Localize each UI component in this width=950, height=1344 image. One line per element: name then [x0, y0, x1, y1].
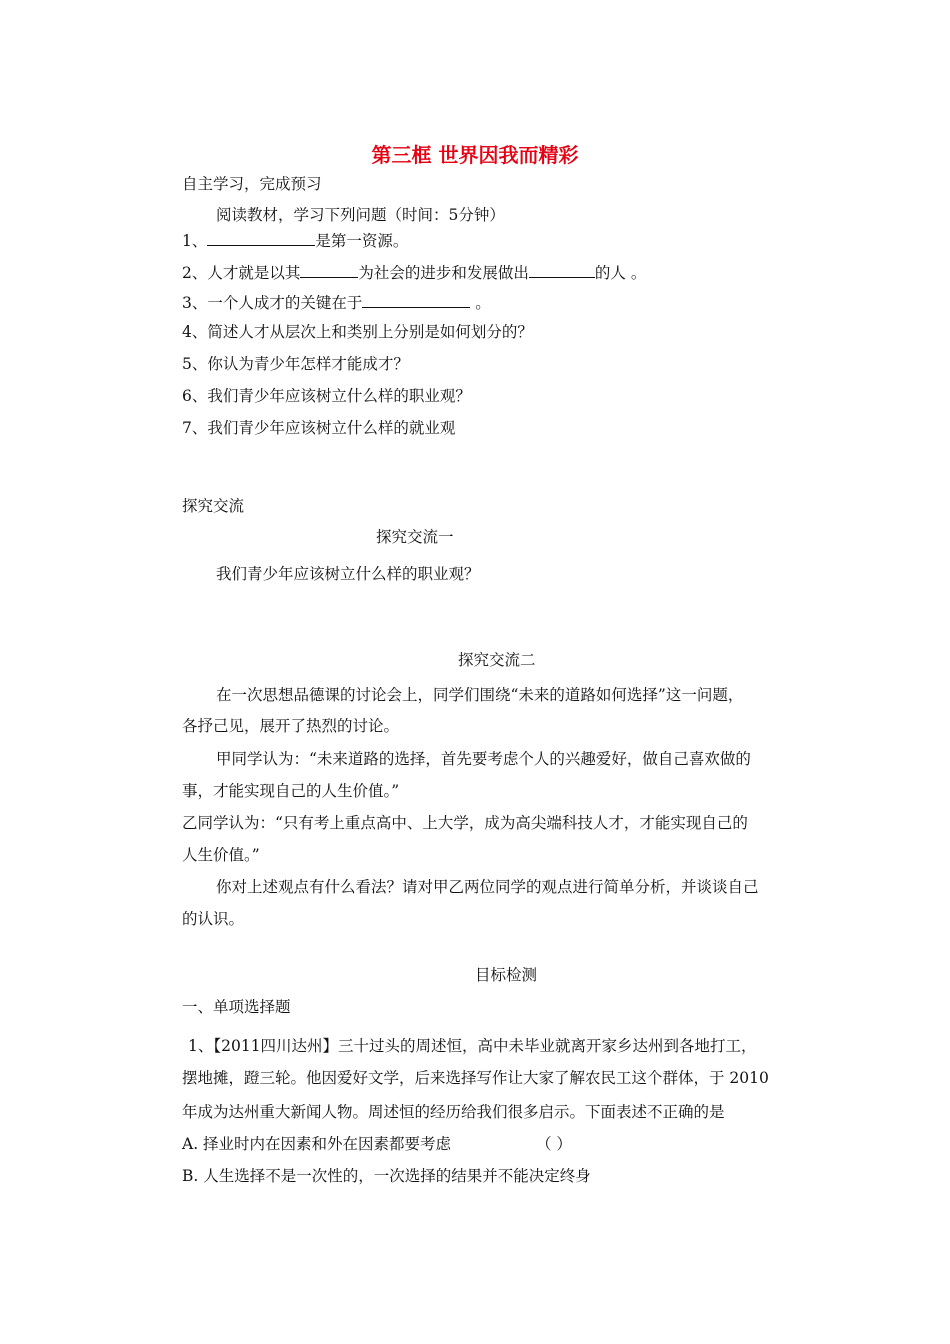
- question-3-text: 3、一个人成才的关键在于: [182, 294, 363, 312]
- question-5: 5、你认为青少年怎样才能成才？: [182, 355, 409, 373]
- choice-question-line: 1、【2011四川达州】三十过头的周述恒，高中未毕业就离开家乡达州到各地打工，: [188, 1037, 757, 1055]
- preview-heading: 自主学习，完成预习: [182, 175, 322, 193]
- answer-bracket[interactable]: （ ）: [536, 1135, 572, 1153]
- choice-question-line: 摆地摊，蹬三轮。他因爱好文学，后来选择写作让大家了解农民工这个群体，于 2010: [182, 1069, 769, 1087]
- paragraph-line: 乙同学认为：“只有考上重点高中、上大学，成为高尖端科技人才，才能实现自己的: [182, 814, 748, 832]
- explore-sub-1-question: 我们青少年应该树立什么样的职业观？: [216, 565, 480, 583]
- question-2-end: 的人 。: [594, 264, 647, 282]
- explore-heading: 探究交流: [182, 497, 245, 515]
- paragraph-line: 甲同学认为：“未来道路的选择，首先要考虑个人的兴趣爱好，做自己喜欢做的: [216, 750, 751, 768]
- question-2-text: 2、人才就是以其: [182, 264, 301, 282]
- fill-blank[interactable]: [529, 261, 595, 278]
- explore-sub-1: 探究交流一: [376, 528, 454, 546]
- question-2-mid: 为社会的进步和发展做出: [358, 264, 529, 282]
- question-3: [182, 291, 491, 313]
- question-1-text: 是第一资源。: [315, 232, 409, 250]
- paragraph-line: 的认识。: [182, 910, 245, 928]
- page-title: 第三框 世界因我而精彩: [371, 143, 579, 167]
- question-4: 4、简述人才从层次上和类别上分别是如何划分的？: [182, 323, 533, 341]
- option-a: A. 择业时内在因素和外在因素都要考虑: [182, 1135, 452, 1153]
- question-6: 6、我们青少年应该树立什么样的职业观？: [182, 387, 471, 405]
- paragraph-line: 在一次思想品德课的讨论会上，同学们围绕“未来的道路如何选择”这一问题，: [216, 686, 744, 704]
- preview-instruction: 阅读教材，学习下列问题（时间：5分钟）: [216, 206, 505, 224]
- option-b: B. 人生选择不是一次性的，一次选择的结果并不能决定终身: [182, 1167, 591, 1185]
- explore-sub-2: 探究交流二: [458, 651, 536, 669]
- paragraph-line: 事，才能实现自己的人生价值。”: [182, 782, 400, 800]
- test-heading: 目标检测: [475, 966, 538, 984]
- question-3-end: 。: [470, 294, 491, 312]
- paragraph-line: 人生价值。”: [182, 846, 260, 864]
- section-heading: 一、单项选择题: [182, 998, 291, 1016]
- paragraph-line: 各抒己见，展开了热烈的讨论。: [182, 717, 400, 735]
- fill-blank[interactable]: [300, 261, 358, 278]
- paragraph-line: 你对上述观点有什么看法？请对甲乙两位同学的观点进行简单分析，并谈谈自己: [216, 878, 759, 896]
- choice-question-line: 年成为达州重大新闻人物。周述恒的经历给我们很多启示。下面表述不正确的是: [182, 1103, 725, 1121]
- question-1-number: 1、: [182, 232, 208, 250]
- question-7: 7、我们青少年应该树立什么样的就业观: [182, 419, 456, 437]
- question-1: [182, 229, 408, 251]
- question-2: [182, 261, 646, 283]
- fill-blank[interactable]: [362, 291, 470, 308]
- fill-blank[interactable]: [207, 229, 315, 246]
